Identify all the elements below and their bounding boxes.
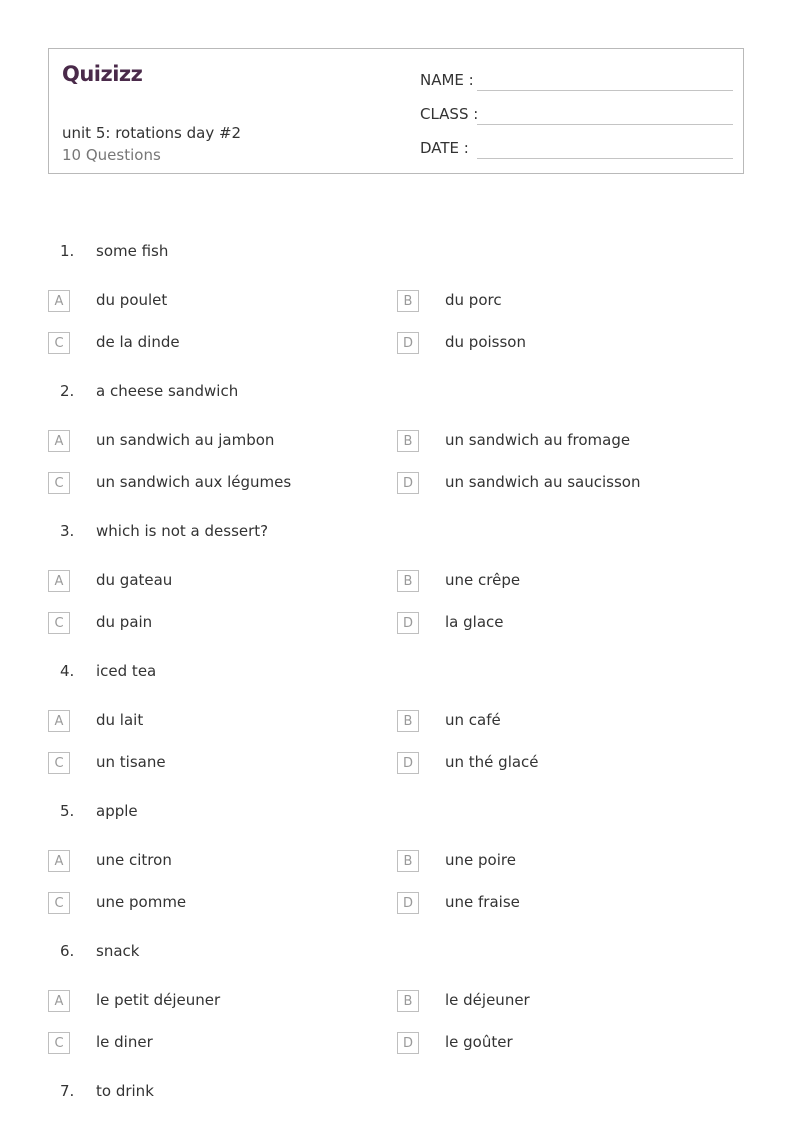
worksheet-header: [48, 48, 744, 174]
option-letter-box[interactable]: A: [48, 290, 70, 312]
option-text: de la dinde: [96, 333, 180, 351]
option-letter-box[interactable]: B: [397, 850, 419, 872]
option-text: un sandwich au fromage: [445, 431, 631, 449]
option-letter-box[interactable]: C: [48, 612, 70, 634]
option-text: le diner: [96, 1033, 153, 1051]
svg-text:Quizizz: Quizizz: [62, 62, 143, 86]
option-letter-box[interactable]: D: [397, 892, 419, 914]
date-field: [420, 135, 733, 159]
option-letter-box[interactable]: D: [397, 612, 419, 634]
option-text: le petit déjeuner: [96, 991, 221, 1009]
question-text: which is not a dessert?: [96, 522, 269, 540]
option-letter-box[interactable]: D: [397, 752, 419, 774]
option-text: une fraise: [445, 893, 520, 911]
question-number: 1.: [60, 242, 75, 260]
option-text: le déjeuner: [445, 991, 530, 1009]
option-letter-box[interactable]: B: [397, 570, 419, 592]
option-letter-box[interactable]: B: [397, 710, 419, 732]
question-text: some fish: [96, 242, 169, 260]
option-text: une crêpe: [445, 571, 521, 589]
question-count: 10 Questions: [62, 146, 161, 164]
option-text: une pomme: [96, 893, 187, 911]
option-letter-box[interactable]: A: [48, 430, 70, 452]
option-letter-box[interactable]: A: [48, 990, 70, 1012]
option-text: le goûter: [445, 1033, 513, 1051]
name-field: [420, 67, 733, 91]
question-number: 2.: [60, 382, 75, 400]
option-letter-box[interactable]: C: [48, 332, 70, 354]
question-text: iced tea: [96, 662, 157, 680]
option-letter-box[interactable]: D: [397, 472, 419, 494]
option-text: du poulet: [96, 291, 168, 309]
option-text: un sandwich au jambon: [96, 431, 275, 449]
class-line[interactable]: [477, 124, 733, 125]
option-text: un café: [445, 711, 501, 729]
option-letter-box[interactable]: C: [48, 752, 70, 774]
option-letter-box[interactable]: A: [48, 570, 70, 592]
question-number: 5.: [60, 802, 75, 820]
date-label: DATE :: [420, 139, 469, 157]
option-letter-box[interactable]: D: [397, 1032, 419, 1054]
option-letter-box[interactable]: B: [397, 430, 419, 452]
option-text: un sandwich aux légumes: [96, 473, 292, 491]
option-text: un sandwich au saucisson: [445, 473, 641, 491]
option-text: du pain: [96, 613, 153, 631]
option-text: un thé glacé: [445, 753, 539, 771]
option-letter-box[interactable]: C: [48, 472, 70, 494]
option-text: une poire: [445, 851, 516, 869]
option-text: la glace: [445, 613, 504, 631]
worksheet-title: unit 5: rotations day #2: [62, 124, 242, 142]
date-line[interactable]: [477, 158, 733, 159]
question-number: 3.: [60, 522, 75, 540]
option-letter-box[interactable]: B: [397, 990, 419, 1012]
option-text: du poisson: [445, 333, 526, 351]
option-text: du gateau: [96, 571, 173, 589]
class-field: [420, 101, 733, 125]
option-letter-box[interactable]: D: [397, 332, 419, 354]
option-letter-box[interactable]: C: [48, 892, 70, 914]
question-number: 7.: [60, 1082, 75, 1100]
question-text: a cheese sandwich: [96, 382, 239, 400]
question-text: to drink: [96, 1082, 154, 1100]
option-text: du lait: [96, 711, 144, 729]
question-text: snack: [96, 942, 140, 960]
quizizz-logo: [62, 59, 154, 87]
option-letter-box[interactable]: A: [48, 850, 70, 872]
class-label: CLASS :: [420, 105, 479, 123]
question-number: 6.: [60, 942, 75, 960]
name-line[interactable]: [477, 90, 733, 91]
option-letter-box[interactable]: C: [48, 1032, 70, 1054]
option-letter-box[interactable]: A: [48, 710, 70, 732]
option-text: un tisane: [96, 753, 166, 771]
question-text: apple: [96, 802, 138, 820]
question-number: 4.: [60, 662, 75, 680]
option-letter-box[interactable]: B: [397, 290, 419, 312]
name-label: NAME :: [420, 71, 474, 89]
option-text: une citron: [96, 851, 172, 869]
option-text: du porc: [445, 291, 502, 309]
